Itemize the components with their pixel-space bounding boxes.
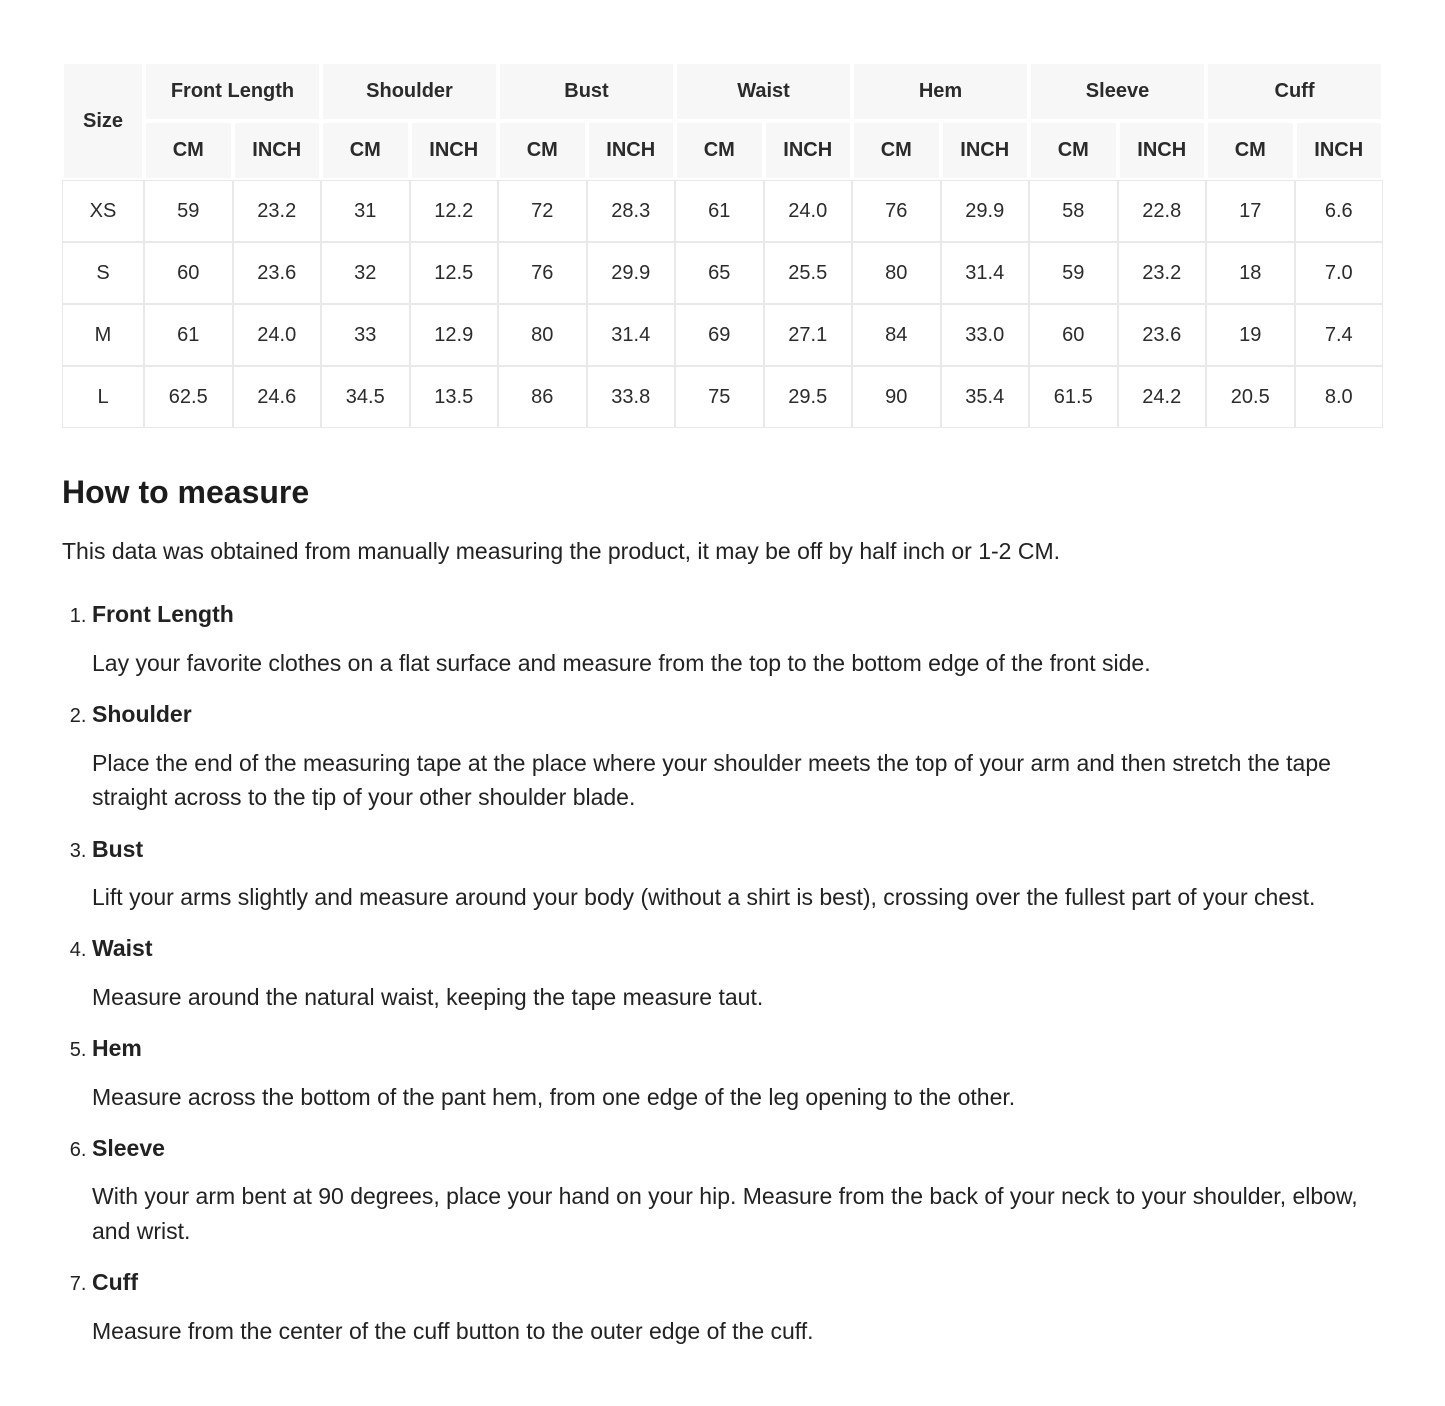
unit-header-waist-cm: CM <box>675 121 764 180</box>
unit-header-waist-inch: INCH <box>764 121 853 180</box>
header-group-row <box>62 62 1383 121</box>
measure-steps-list <box>62 598 1383 1348</box>
step-description: Lift your arms slightly and measure around your body (without a shirt is best), crossing over the fullest part of your chest. <box>92 883 1316 910</box>
value-cell: 61.5 <box>1029 366 1118 428</box>
col-group-front-length: Front Length <box>144 62 321 121</box>
value-cell: 25.5 <box>764 242 853 304</box>
value-cell: 23.6 <box>1118 304 1207 366</box>
step-description: Place the end of the measuring tape at the place where your shoulder meets the top of your arm and then stretch the tape straight across to the tip of your other shoulder blade. <box>92 749 1331 811</box>
unit-header-hem-cm: CM <box>852 121 941 180</box>
value-cell: 60 <box>144 242 233 304</box>
value-cell: 29.5 <box>764 366 853 428</box>
value-cell: 7.4 <box>1295 304 1384 366</box>
value-cell: 23.2 <box>1118 242 1207 304</box>
value-cell: 86 <box>498 366 587 428</box>
size-column-header: Size <box>62 62 144 180</box>
value-cell: 69 <box>675 304 764 366</box>
unit-header-sleeve-cm: CM <box>1029 121 1118 180</box>
unit-header-bust-inch: INCH <box>587 121 676 180</box>
value-cell: 6.6 <box>1295 180 1384 242</box>
step-label: Cuff <box>92 1269 138 1296</box>
step-label: Front Length <box>92 601 234 628</box>
header-unit-row <box>62 121 1383 180</box>
value-cell: 20.5 <box>1206 366 1295 428</box>
measure-step-cuff <box>92 1266 1383 1348</box>
value-cell: 33.0 <box>941 304 1030 366</box>
how-to-measure-title: How to measure <box>62 474 310 510</box>
unit-header-front-length-inch: INCH <box>233 121 322 180</box>
value-cell: 35.4 <box>941 366 1030 428</box>
value-cell: 29.9 <box>941 180 1030 242</box>
value-cell: 60 <box>1029 304 1118 366</box>
value-cell: 61 <box>675 180 764 242</box>
value-cell: 24.0 <box>233 304 322 366</box>
measure-step-waist <box>92 932 1383 1014</box>
size-chart-table <box>62 62 1383 428</box>
value-cell: 76 <box>498 242 587 304</box>
value-cell: 62.5 <box>144 366 233 428</box>
step-description: Measure across the bottom of the pant hem, from one edge of the leg opening to the other. <box>92 1083 1016 1110</box>
size-cell: S <box>62 242 144 304</box>
value-cell: 33 <box>321 304 410 366</box>
unit-header-sleeve-inch: INCH <box>1118 121 1207 180</box>
value-cell: 13.5 <box>410 366 499 428</box>
value-cell: 58 <box>1029 180 1118 242</box>
step-label: Waist <box>92 935 153 962</box>
size-cell: XS <box>62 180 144 242</box>
unit-header-hem-inch: INCH <box>941 121 1030 180</box>
value-cell: 23.2 <box>233 180 322 242</box>
measure-intro-text: This data was obtained from manually measuring the product, it may be off by half inch or 1-2 CM. <box>62 538 1061 564</box>
measure-step-bust <box>92 833 1383 915</box>
unit-header-cuff-inch: INCH <box>1295 121 1384 180</box>
size-row-m <box>62 304 1383 366</box>
value-cell: 18 <box>1206 242 1295 304</box>
value-cell: 24.0 <box>764 180 853 242</box>
step-description: Lay your favorite clothes on a flat surface and measure from the top to the bottom edge of the front side. <box>92 649 1151 676</box>
value-cell: 32 <box>321 242 410 304</box>
unit-header-front-length-cm: CM <box>144 121 233 180</box>
value-cell: 24.2 <box>1118 366 1207 428</box>
value-cell: 76 <box>852 180 941 242</box>
unit-header-cuff-cm: CM <box>1206 121 1295 180</box>
unit-header-bust-cm: CM <box>498 121 587 180</box>
step-label: Sleeve <box>92 1135 165 1162</box>
measure-step-front-length <box>92 598 1383 680</box>
value-cell: 12.2 <box>410 180 499 242</box>
col-group-shoulder: Shoulder <box>321 62 498 121</box>
measure-step-hem <box>92 1032 1383 1114</box>
value-cell: 28.3 <box>587 180 676 242</box>
unit-header-shoulder-inch: INCH <box>410 121 499 180</box>
value-cell: 19 <box>1206 304 1295 366</box>
value-cell: 84 <box>852 304 941 366</box>
measure-step-shoulder <box>92 698 1383 814</box>
col-group-bust: Bust <box>498 62 675 121</box>
value-cell: 7.0 <box>1295 242 1384 304</box>
col-group-hem: Hem <box>852 62 1029 121</box>
value-cell: 31.4 <box>587 304 676 366</box>
value-cell: 8.0 <box>1295 366 1384 428</box>
step-label: Bust <box>92 835 144 862</box>
size-chart-header <box>62 62 1383 180</box>
value-cell: 31 <box>321 180 410 242</box>
value-cell: 80 <box>852 242 941 304</box>
step-description: Measure from the center of the cuff button to the outer edge of the cuff. <box>92 1317 814 1344</box>
value-cell: 22.8 <box>1118 180 1207 242</box>
value-cell: 29.9 <box>587 242 676 304</box>
value-cell: 31.4 <box>941 242 1030 304</box>
value-cell: 12.5 <box>410 242 499 304</box>
unit-header-shoulder-cm: CM <box>321 121 410 180</box>
size-cell: L <box>62 366 144 428</box>
value-cell: 90 <box>852 366 941 428</box>
value-cell: 80 <box>498 304 587 366</box>
value-cell: 33.8 <box>587 366 676 428</box>
size-cell: M <box>62 304 144 366</box>
value-cell: 59 <box>1029 242 1118 304</box>
value-cell: 65 <box>675 242 764 304</box>
col-group-waist: Waist <box>675 62 852 121</box>
value-cell: 27.1 <box>764 304 853 366</box>
value-cell: 34.5 <box>321 366 410 428</box>
value-cell: 61 <box>144 304 233 366</box>
step-description: Measure around the natural waist, keeping the tape measure taut. <box>92 983 764 1010</box>
value-cell: 12.9 <box>410 304 499 366</box>
value-cell: 17 <box>1206 180 1295 242</box>
step-label: Hem <box>92 1035 142 1062</box>
value-cell: 59 <box>144 180 233 242</box>
value-cell: 72 <box>498 180 587 242</box>
step-description: With your arm bent at 90 degrees, place your hand on your hip. Measure from the back of your neck to your shoulder, elbow, and wrist. <box>92 1183 1358 1244</box>
step-label: Shoulder <box>92 701 192 728</box>
measure-step-sleeve <box>92 1132 1383 1248</box>
size-row-s <box>62 242 1383 304</box>
value-cell: 75 <box>675 366 764 428</box>
size-row-xs <box>62 180 1383 242</box>
col-group-cuff: Cuff <box>1206 62 1383 121</box>
col-group-sleeve: Sleeve <box>1029 62 1206 121</box>
size-chart-body <box>62 180 1383 428</box>
size-row-l <box>62 366 1383 428</box>
value-cell: 24.6 <box>233 366 322 428</box>
value-cell: 23.6 <box>233 242 322 304</box>
